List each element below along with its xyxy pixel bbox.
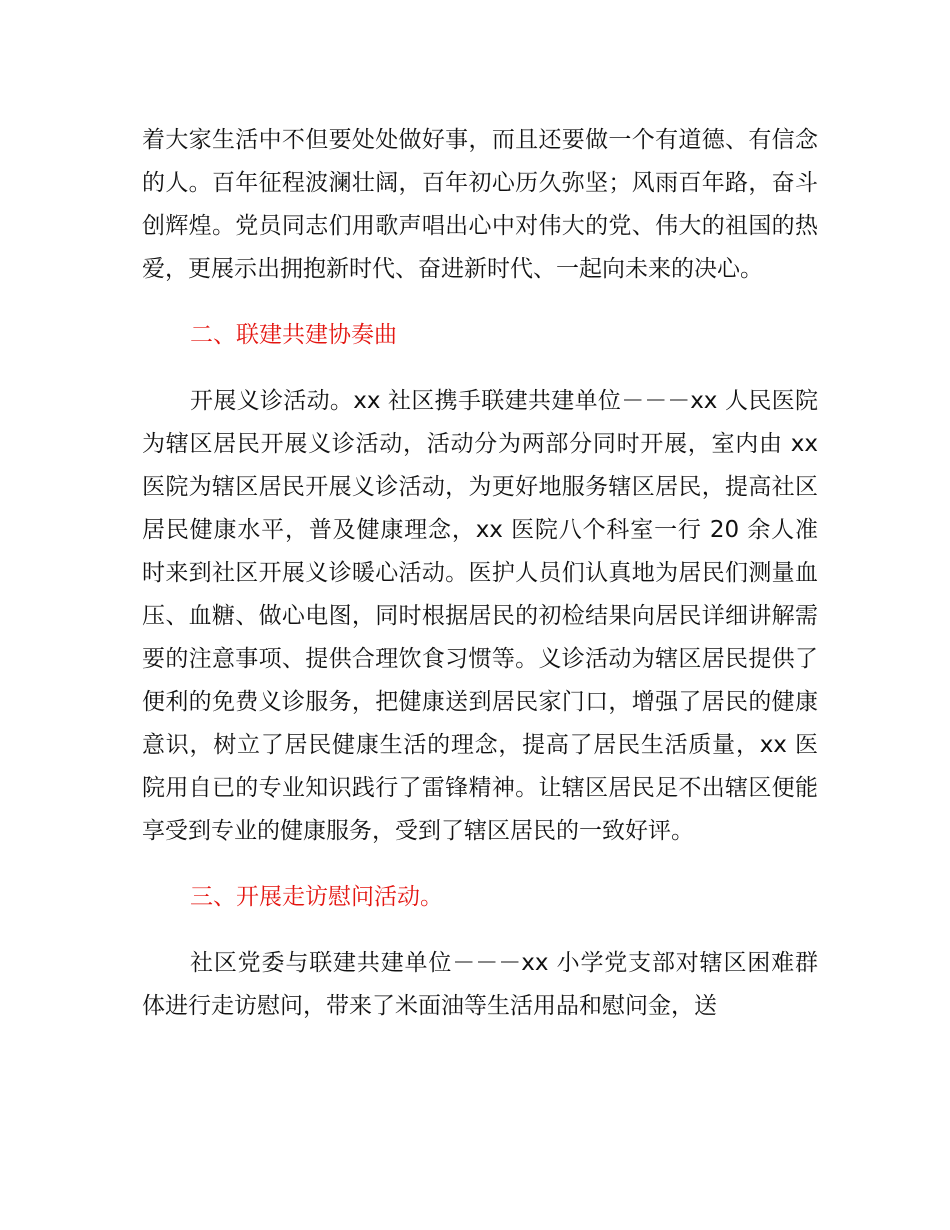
paragraph-visits: 社区党委与联建共建单位－－－xx 小学党支部对辖区困难群体进行走访慰问，带来了米面油等生活用品和慰问金，送 [142, 950, 818, 1019]
section-heading-2: 二、联建共建协奏曲 [190, 322, 397, 348]
section-heading-3: 三、开展走访慰问活动。 [190, 884, 443, 910]
paragraph-continuation: 着大家生活中不但要处处做好事，而且还要做一个有道德、有信念的人。百年征程波澜壮阔，百年初心历久弥坚；风雨百年路，奋斗创辉煌。党员同志们用歌声唱出心中对伟大的党、伟大的祖国的热爱，更展示出拥抱新时代、奋进新时代、一起向未来的决心。 [142, 127, 818, 282]
document-body [142, 119, 818, 1051]
paragraph-free-clinic: 开展义诊活动。xx 社区携手联建共建单位－－－xx 人民医院为辖区居民开展义诊活动，活动分为两部分同时开展，室内由 xx 医院为辖区居民开展义诊活动，为更好地服务辖区居民，提高社区居民健康水平，普及健康理念，xx 医院八个科室一行 20 余人准时来到社区开展义诊暖心活动。医护人员们认真地为居民们测量血压、血糖、做心电图，同时根据居民的初检结果向居民详细讲解需要的注意事项、提供合理饮食习惯等。义诊活动为辖区居民提供了便利的免费义诊服务，把健康送到居民家门口，增强了居民的健康意识，树立了居民健康生活的理念，提高了居民生活质量，xx 医院用自已的专业知识践行了雷锋精神。让辖区居民足不出辖区便能享受到专业的健康服务，受到了辖区居民的一致好评。 [142, 388, 818, 844]
